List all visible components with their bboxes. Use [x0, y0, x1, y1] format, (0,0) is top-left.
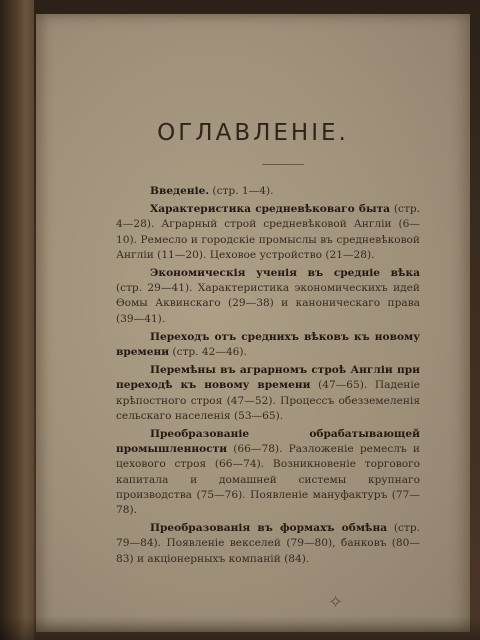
toc-text: (47—65). Паденіе крѣпостного строя (47—52). Процессъ обезземеленія сельскаго населенія (53—65). [116, 379, 420, 422]
toc-entry [116, 202, 420, 263]
toc-heading: Экономическія ученія въ средніе вѣка [150, 267, 420, 280]
page-title: ОГЛАВЛЕНІЕ. [157, 120, 349, 146]
toc-heading: Преобразованія въ формахъ обмѣна [150, 522, 388, 535]
toc-text: (стр. 1—4). [209, 185, 274, 197]
toc-entry [116, 427, 420, 518]
toc-heading: Перемѣны въ аграрномъ строѣ Англіи при переходѣ къ новому времени [116, 364, 420, 392]
toc-text: (стр. 4—28). Аграрный строй средневѣковой Англіи (6—10). Ремесло и городскіе промыслы въ средневѣковой Англіи (11—20). Цеховое устройство (21—28). [116, 203, 420, 261]
bottom-shadow [0, 616, 480, 640]
toc-entry [116, 521, 420, 567]
toc-entry [116, 184, 420, 199]
toc-text: (стр. 79—84). Появленіе векселей (79—80), банковъ (80—83) и акціонерныхъ компаній (84). [116, 522, 420, 565]
toc-heading: Преобразованіе обрабатывающей промышленности [116, 428, 420, 456]
title-divider [262, 164, 304, 165]
toc-entry [116, 330, 420, 360]
toc-text: (стр. 42—46). [169, 346, 247, 359]
toc-entry [116, 363, 420, 424]
toc-text: (стр. 29—41). Характеристика экономическихъ идей Ѳомы Аквинскаго (29—38) и каноническаго права (39—41). [116, 282, 420, 325]
toc-heading: Характеристика средневѣковаго быта [150, 203, 390, 216]
book-page [36, 14, 470, 632]
toc-text: (66—78). Разложеніе ремеслъ и цехового строя (66—74). Возникновеніе торгового капитала и домашней системы крупнаго производства (75—76). Появленіе мануфактуръ (77—78). [116, 443, 420, 517]
toc-heading: Введеніе. [150, 185, 210, 197]
page-mark: ✧ [328, 592, 344, 613]
toc-entry [116, 266, 420, 327]
book-edge [0, 0, 34, 640]
table-of-contents [116, 184, 420, 570]
toc-heading: Переходъ отъ среднихъ вѣковъ къ новому времени [116, 330, 420, 359]
